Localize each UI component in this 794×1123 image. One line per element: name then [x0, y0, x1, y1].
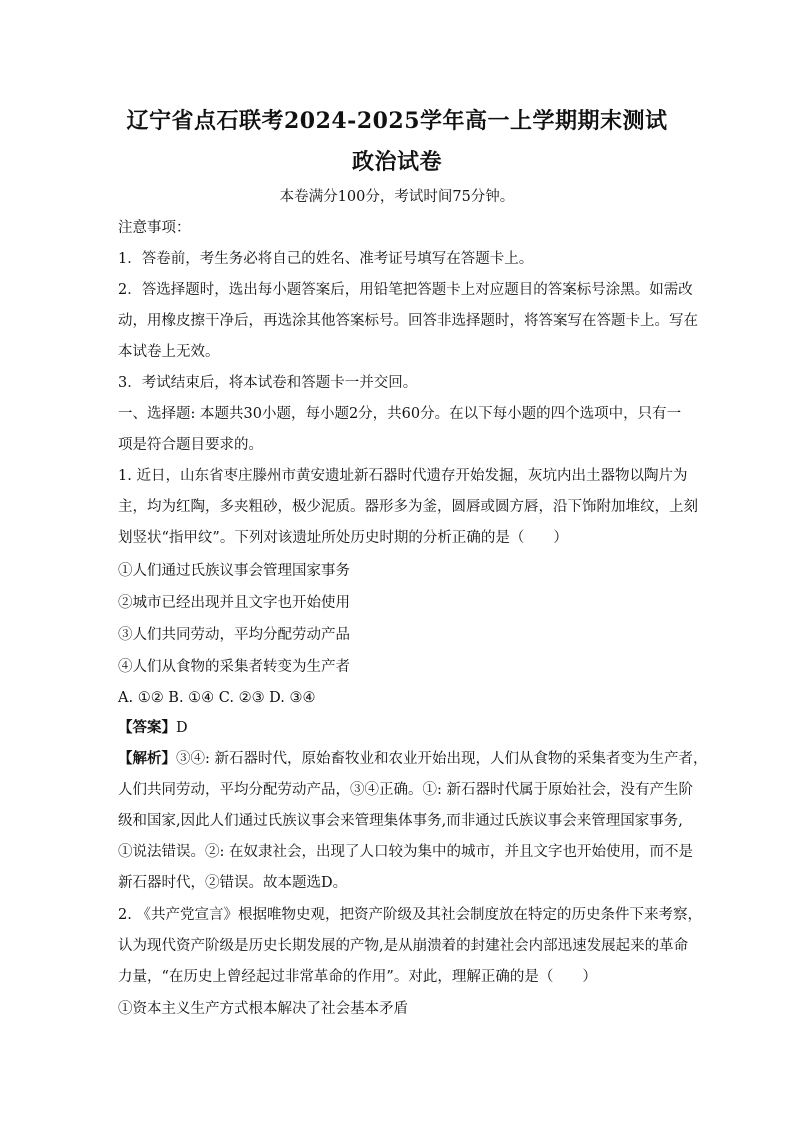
notice-item: 本试卷上无效。	[118, 344, 220, 360]
analysis-label: 【解析】	[118, 750, 176, 767]
section-heading: 一、选择题: 本题共30小题，每小题2分，共60分。在以下每小题的四个选项中，只有一	[118, 406, 682, 422]
q2-stem: 认为现代资产阶级是历史长期发展的产物,是从崩溃着的封建社会内部迅速发展起来的革命	[118, 938, 689, 954]
q2-stem: 力量，“在历史上曾经起过非常革命的作用”。对此，理解正确的是（ ）	[118, 969, 597, 985]
section-heading-cont: 项是符合题目要求的。	[118, 437, 263, 453]
q1-stem: 主，均为红陶，多夹粗砂，极少泥质。器形多为釜，圆唇或圆方唇，沿下饰附加堆纹，上刻	[118, 499, 698, 515]
q1-analysis: 人们共同劳动，平均分配劳动产品，③④正确。①: 新石器时代属于原始社会，没有产生阶	[118, 782, 693, 798]
notice-item: 3．考试结束后，将本试卷和答题卡一并交回。	[118, 375, 418, 391]
q1-option: ③人们共同劳动，平均分配劳动产品	[118, 627, 350, 643]
q1-analysis: ①说法错误。②: 在奴隶社会，出现了人口较为集中的城市，并且文字也开始使用，而不是	[118, 844, 693, 860]
q1-stem: 1. 近日，山东省枣庄滕州市黄安遗址新石器时代遗存开始发掘，灰坑内出土器物以陶片为	[118, 468, 688, 484]
q1-analysis: 新石器时代，②错误。故本题选D。	[118, 875, 348, 891]
answer-value: D	[176, 720, 188, 736]
q1-option: ②城市已经出现并且文字也开始使用	[118, 595, 350, 611]
notice-item: 1．答卷前，考生务必将自己的姓名、准考证号填写在答题卡上。	[118, 251, 534, 267]
document-title: 辽宁省点石联考2024-2025学年高一上学期期末测试	[126, 108, 668, 134]
q1-analysis: 级和国家,因此人们通过氏族议事会来管理集体事务,而非通过氏族议事会来管理国家事务,	[118, 813, 683, 829]
q1-option: ④人们从食物的采集者转变为生产者	[118, 659, 350, 675]
answer-label: 【答案】	[118, 719, 176, 736]
q1-answer	[118, 718, 678, 738]
q1-choices: A. ①② B. ①④ C. ②③ D. ③④	[118, 690, 316, 706]
exam-info: 本卷满分100分，考试时间75分钟。	[279, 189, 515, 205]
q1-stem: 划竖状“指甲纹”。下列对该遗址所处历史时期的分析正确的是（ ）	[118, 530, 568, 546]
notice-heading: 注意事项：	[118, 220, 191, 236]
q2-option: ①资本主义生产方式根本解决了社会基本矛盾	[118, 1001, 408, 1017]
q1-option: ①人们通过氏族议事会管理国家事务	[118, 563, 350, 579]
notice-item: 2．答选择题时，选出每小题答案后，用铅笔把答题卡上对应题目的答案标号涂黑。如需改	[118, 282, 693, 298]
notice-item: 动，用橡皮擦干净后，再选涂其他答案标号。回答非选择题时，将答案写在答题卡上。写在	[118, 313, 698, 329]
q2-stem: 2. 《共产党宣言》根据唯物史观，把资产阶级及其社会制度放在特定的历史条件下来考察，	[118, 907, 702, 923]
q1-analysis	[118, 749, 708, 769]
analysis-text: ③④: 新石器时代，原始畜牧业和农业开始出现，人们从食物的采集者变为生产者，	[176, 751, 708, 767]
document-subtitle: 政治试卷	[351, 149, 442, 175]
